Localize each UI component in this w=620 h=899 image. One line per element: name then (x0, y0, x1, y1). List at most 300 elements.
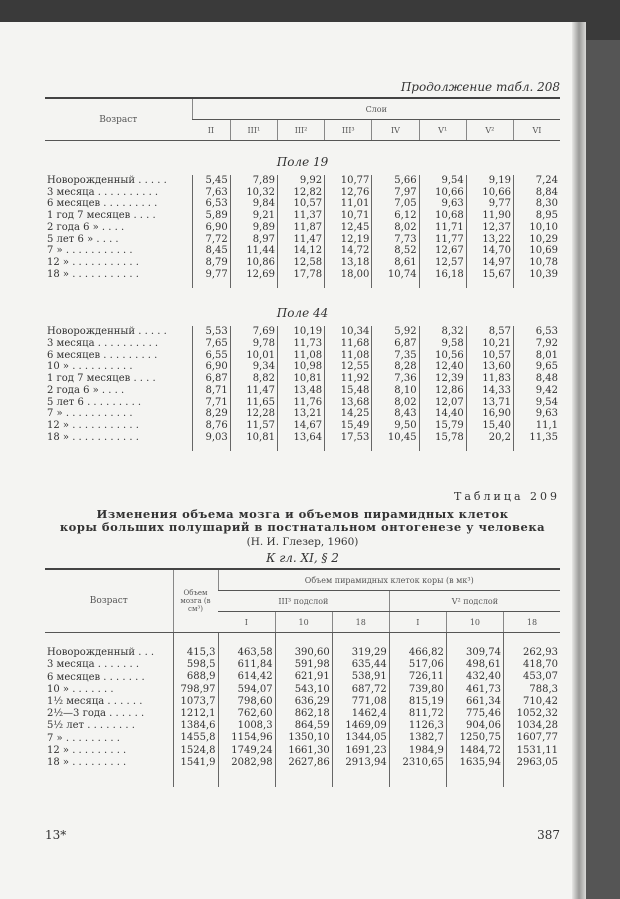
age-cell: 18 » . . . . . . . . . . . (47, 268, 139, 280)
value-cell: 15,49 (325, 420, 372, 432)
value-cell: 15,67 (466, 269, 513, 281)
value-cell: 10,19 (277, 326, 324, 338)
value-cell: 10,81 (277, 373, 324, 385)
age-cell: Новорожденный . . . . . (47, 326, 167, 338)
layer-column-header: V² (466, 120, 513, 141)
value-cell: 12,39 (419, 373, 466, 385)
table-row (45, 708, 560, 720)
table-row (45, 647, 560, 659)
value-cell: 11,77 (419, 234, 466, 246)
value-cell: 10,45 (372, 432, 419, 444)
table-title-line: Изменения объема мозга и объемов пирамидных клеток (96, 507, 509, 521)
value-cell: 9,34 (230, 361, 277, 373)
table-row (45, 696, 560, 708)
value-cell: 904,06 (446, 720, 503, 732)
value-cell: 12,67 (419, 245, 466, 257)
age-cell: 2 года 6 » . . . . (47, 221, 125, 233)
value-cell: 1250,75 (446, 732, 503, 744)
value-cell: 7,63 (192, 187, 230, 199)
layer-column-header: V¹ (419, 120, 466, 141)
value-cell: 10,34 (325, 326, 372, 338)
value-cell: 309,74 (446, 647, 503, 659)
value-cell: 15,40 (466, 420, 513, 432)
value-cell: 11,87 (277, 222, 324, 234)
age-cell: 12 » . . . . . . . . . (47, 744, 127, 756)
value-cell: 8,02 (372, 397, 419, 409)
value-cell: 8,71 (192, 385, 230, 397)
value-cell: 9,78 (230, 338, 277, 350)
table-row (45, 245, 560, 257)
value-cell: 1524,8 (173, 745, 218, 757)
age-cell: 5½ лет . . . . . . . . (47, 720, 135, 732)
value-cell: 10,77 (325, 175, 372, 187)
signature-mark: 13* (45, 828, 67, 842)
table-row (45, 269, 560, 281)
value-cell: 12,55 (325, 361, 372, 373)
value-cell: 11,76 (277, 397, 324, 409)
value-cell: 10,29 (513, 234, 560, 246)
table-row (45, 373, 560, 385)
value-cell: 636,29 (275, 696, 332, 708)
value-cell: 12,86 (419, 385, 466, 397)
value-cell: 594,07 (218, 684, 275, 696)
layer-column-header: IV (372, 120, 419, 141)
age-cell: 3 месяца . . . . . . . . . . (47, 338, 159, 350)
value-cell: 11,44 (230, 245, 277, 257)
table-row (45, 222, 560, 234)
value-cell: 10,66 (419, 187, 466, 199)
value-cell: 1154,96 (218, 732, 275, 744)
value-cell: 9,19 (466, 175, 513, 187)
value-cell: 18,00 (325, 269, 372, 281)
value-cell: 11,83 (466, 373, 513, 385)
value-cell: 10,66 (466, 187, 513, 199)
value-cell: 862,18 (275, 708, 332, 720)
value-cell: 2913,94 (332, 757, 389, 769)
age-cell: 7 » . . . . . . . . . . . (47, 245, 133, 257)
value-cell: 661,34 (446, 696, 503, 708)
age-cell: 3 месяца . . . . . . . (47, 659, 140, 671)
age-cell: 1 год 7 месяцев . . . . (47, 373, 156, 385)
value-cell: 10,71 (325, 210, 372, 222)
value-cell: 8,61 (372, 257, 419, 269)
value-cell: 1344,05 (332, 732, 389, 744)
value-cell: 13,22 (466, 234, 513, 246)
value-cell: 11,73 (277, 338, 324, 350)
table-number: Таблица 209 (454, 490, 560, 503)
value-cell: 1749,24 (218, 745, 275, 757)
value-cell: 13,64 (277, 432, 324, 444)
table-row (45, 659, 560, 671)
value-cell: 8,32 (419, 326, 466, 338)
value-cell: 798,97 (173, 684, 218, 696)
value-cell: 11,90 (466, 210, 513, 222)
value-cell: 7,72 (192, 234, 230, 246)
table-row (45, 385, 560, 397)
value-cell: 10,69 (513, 245, 560, 257)
field-column-header: 10 (275, 612, 332, 633)
value-cell: 10,32 (230, 187, 277, 199)
value-cell: 635,44 (332, 659, 389, 671)
value-cell: 11,92 (325, 373, 372, 385)
value-cell: 415,3 (173, 647, 218, 659)
value-cell: 10,78 (513, 257, 560, 269)
page-number: 387 (537, 828, 560, 842)
value-cell: 10,74 (372, 269, 419, 281)
value-cell: 1635,94 (446, 757, 503, 769)
value-cell: 10,68 (419, 210, 466, 222)
table-row (45, 175, 560, 187)
age-cell: 10 » . . . . . . . . . . (47, 361, 133, 373)
value-cell: 8,52 (372, 245, 419, 257)
value-cell: 1382,7 (389, 732, 446, 744)
value-cell: 1691,23 (332, 745, 389, 757)
value-cell: 13,71 (466, 397, 513, 409)
age-cell: Новорожденный . . . (47, 647, 155, 659)
spacer-row (45, 443, 560, 451)
value-cell: 12,57 (419, 257, 466, 269)
value-cell: 8,28 (372, 361, 419, 373)
age-cell: 2 года 6 » . . . . (47, 384, 125, 396)
value-cell: 1034,28 (503, 720, 560, 732)
age-cell: 18 » . . . . . . . . . . . (47, 431, 139, 443)
sublayer-group-header: V² подслой (389, 591, 560, 612)
table-row (45, 187, 560, 199)
value-cell: 1607,77 (503, 732, 560, 744)
value-cell: 10,10 (513, 222, 560, 234)
value-cell: 7,71 (192, 397, 230, 409)
age-cell: 12 » . . . . . . . . . . . (47, 256, 139, 268)
value-cell: 10,56 (419, 350, 466, 362)
sublayer-group-header: III³ подслой (218, 591, 389, 612)
value-cell: 11,01 (325, 198, 372, 210)
value-cell: 1052,32 (503, 708, 560, 720)
value-cell: 15,78 (419, 432, 466, 444)
value-cell: 710,42 (503, 696, 560, 708)
age-cell: 2½—3 года . . . . . . (47, 708, 145, 720)
table-row (45, 338, 560, 350)
value-cell: 13,18 (325, 257, 372, 269)
value-cell: 2082,98 (218, 757, 275, 769)
value-cell: 12,82 (277, 187, 324, 199)
age-cell: 5 лет 6 » . . . . (47, 233, 119, 245)
age-cell: 18 » . . . . . . . . . (47, 757, 127, 769)
spacer-row (45, 769, 560, 787)
value-cell: 6,12 (372, 210, 419, 222)
value-cell: 8,57 (466, 326, 513, 338)
table-source: (Н. И. Глезер, 1960) (246, 536, 359, 548)
value-cell: 5,53 (192, 326, 230, 338)
value-cell: 11,35 (513, 432, 560, 444)
value-cell: 11,08 (277, 350, 324, 362)
value-cell: 9,84 (230, 198, 277, 210)
value-cell: 9,03 (192, 432, 230, 444)
value-cell: 9,65 (513, 361, 560, 373)
value-cell: 1484,72 (446, 745, 503, 757)
value-cell: 771,08 (332, 696, 389, 708)
table-row (45, 326, 560, 338)
field-column-header: 18 (503, 612, 560, 633)
table-continuation-caption: Продолжение табл. 208 (400, 80, 560, 94)
table-row (45, 257, 560, 269)
value-cell: 1126,3 (389, 720, 446, 732)
value-cell: 6,87 (372, 338, 419, 350)
value-cell: 9,54 (513, 397, 560, 409)
value-cell: 7,92 (513, 338, 560, 350)
value-cell: 14,33 (466, 385, 513, 397)
value-cell: 11,47 (230, 385, 277, 397)
value-cell: 1541,9 (173, 757, 218, 769)
table-row (45, 732, 560, 744)
value-cell: 13,21 (277, 408, 324, 420)
value-cell: 390,60 (275, 647, 332, 659)
value-cell: 5,45 (192, 175, 230, 187)
value-cell: 11,65 (230, 397, 277, 409)
value-cell: 432,40 (446, 671, 503, 683)
value-cell: 1462,4 (332, 708, 389, 720)
value-cell: 6,55 (192, 350, 230, 362)
table-row (45, 397, 560, 409)
value-cell: 7,35 (372, 350, 419, 362)
table-row (45, 361, 560, 373)
value-cell: 13,48 (277, 385, 324, 397)
table-209 (45, 568, 560, 787)
value-cell: 7,73 (372, 234, 419, 246)
table-row (45, 198, 560, 210)
value-cell: 14,25 (325, 408, 372, 420)
value-cell: 9,77 (192, 269, 230, 281)
age-column-header: Возраст (45, 98, 192, 141)
value-cell: 9,54 (419, 175, 466, 187)
value-cell: 11,47 (277, 234, 324, 246)
field-column-header: 10 (446, 612, 503, 633)
value-cell: 8,82 (230, 373, 277, 385)
section-title: Поле 44 (276, 306, 329, 321)
layer-column-header: III¹ (230, 120, 277, 141)
cells-volume-header: Объем пирамидных клеток коры (в мк³) (218, 569, 560, 591)
value-cell: 11,71 (419, 222, 466, 234)
section-row (45, 141, 560, 176)
value-cell: 7,97 (372, 187, 419, 199)
value-cell: 262,93 (503, 647, 560, 659)
table-row (45, 684, 560, 696)
value-cell: 12,58 (277, 257, 324, 269)
value-cell: 7,05 (372, 198, 419, 210)
table-title-line: коры больших полушарий в постнатальном онтогенезе у человека (59, 520, 546, 534)
value-cell: 12,76 (325, 187, 372, 199)
table-row (45, 745, 560, 757)
value-cell: 11,68 (325, 338, 372, 350)
value-cell: 10,57 (277, 198, 324, 210)
table-208 (45, 97, 560, 451)
value-cell: 8,43 (372, 408, 419, 420)
value-cell: 811,72 (389, 708, 446, 720)
age-cell: 12 » . . . . . . . . . . . (47, 419, 139, 431)
layer-column-header: III³ (325, 120, 372, 141)
value-cell: 2627,86 (275, 757, 332, 769)
value-cell: 8,97 (230, 234, 277, 246)
value-cell: 9,89 (230, 222, 277, 234)
value-cell: 9,77 (466, 198, 513, 210)
value-cell: 17,78 (277, 269, 324, 281)
value-cell: 10,01 (230, 350, 277, 362)
value-cell: 8,02 (372, 222, 419, 234)
table-row (45, 757, 560, 769)
value-cell: 6,90 (192, 222, 230, 234)
value-cell: 7,36 (372, 373, 419, 385)
field-column-header: I (218, 612, 275, 633)
value-cell: 6,87 (192, 373, 230, 385)
value-cell: 1212,1 (173, 708, 218, 720)
table-title (45, 508, 560, 534)
table-row (45, 420, 560, 432)
value-cell: 13,60 (466, 361, 513, 373)
layer-column-header: VI (513, 120, 560, 141)
age-cell: 7 » . . . . . . . . . (47, 732, 120, 744)
value-cell: 10,86 (230, 257, 277, 269)
value-cell: 7,24 (513, 175, 560, 187)
layer-column-header: II (192, 120, 230, 141)
value-cell: 12,45 (325, 222, 372, 234)
value-cell: 687,72 (332, 684, 389, 696)
age-cell: 6 месяцев . . . . . . . . . (47, 198, 158, 210)
value-cell: 9,42 (513, 385, 560, 397)
age-cell: 3 месяца . . . . . . . . . . (47, 186, 159, 198)
value-cell: 11,37 (277, 210, 324, 222)
value-cell: 10,81 (230, 432, 277, 444)
value-cell: 815,19 (389, 696, 446, 708)
age-cell: 7 » . . . . . . . . . . . (47, 408, 133, 420)
value-cell: 517,06 (389, 659, 446, 671)
age-column-header: Возраст (45, 569, 173, 633)
value-cell: 9,63 (513, 408, 560, 420)
value-cell: 8,10 (372, 385, 419, 397)
value-cell: 1073,7 (173, 696, 218, 708)
value-cell: 17,53 (325, 432, 372, 444)
value-cell: 5,89 (192, 210, 230, 222)
value-cell: 864,59 (275, 720, 332, 732)
age-cell: 1 год 7 месяцев . . . . (47, 210, 156, 222)
table-row (45, 720, 560, 732)
value-cell: 12,40 (419, 361, 466, 373)
value-cell: 614,42 (218, 671, 275, 683)
value-cell: 1384,6 (173, 720, 218, 732)
value-cell: 12,69 (230, 269, 277, 281)
value-cell: 8,45 (192, 245, 230, 257)
value-cell: 461,73 (446, 684, 503, 696)
value-cell: 11,08 (325, 350, 372, 362)
value-cell: 5,66 (372, 175, 419, 187)
age-cell: 6 месяцев . . . . . . . . . (47, 349, 158, 361)
age-cell: 10 » . . . . . . . (47, 683, 114, 695)
value-cell: 798,60 (218, 696, 275, 708)
value-cell: 14,70 (466, 245, 513, 257)
chapter-reference: К гл. XI, § 2 (266, 551, 339, 565)
value-cell: 1984,9 (389, 745, 446, 757)
table-row (45, 350, 560, 362)
value-cell: 598,5 (173, 659, 218, 671)
table-row (45, 234, 560, 246)
value-cell: 9,92 (277, 175, 324, 187)
value-cell: 10,98 (277, 361, 324, 373)
value-cell: 7,89 (230, 175, 277, 187)
value-cell: 14,97 (466, 257, 513, 269)
value-cell: 453,07 (503, 671, 560, 683)
value-cell: 2963,05 (503, 757, 560, 769)
value-cell: 6,53 (513, 326, 560, 338)
value-cell: 8,76 (192, 420, 230, 432)
value-cell: 463,58 (218, 647, 275, 659)
value-cell: 6,53 (192, 198, 230, 210)
value-cell: 1455,8 (173, 732, 218, 744)
page-binding (572, 22, 586, 899)
value-cell: 466,82 (389, 647, 446, 659)
value-cell: 14,67 (277, 420, 324, 432)
value-cell: 788,3 (503, 684, 560, 696)
value-cell: 15,48 (325, 385, 372, 397)
value-cell: 543,10 (275, 684, 332, 696)
age-cell: 1½ месяца . . . . . . (47, 696, 143, 708)
value-cell: 621,91 (275, 671, 332, 683)
value-cell: 6,90 (192, 361, 230, 373)
value-cell: 11,1 (513, 420, 560, 432)
value-cell: 8,01 (513, 350, 560, 362)
section-row (45, 288, 560, 326)
value-cell: 1469,09 (332, 720, 389, 732)
field-column-header: 18 (332, 612, 389, 633)
value-cell: 591,98 (275, 659, 332, 671)
layer-column-header: III² (277, 120, 324, 141)
value-cell: 688,9 (173, 671, 218, 683)
value-cell: 8,95 (513, 210, 560, 222)
value-cell: 1350,10 (275, 732, 332, 744)
value-cell: 10,57 (466, 350, 513, 362)
value-cell: 2310,65 (389, 757, 446, 769)
value-cell: 739,80 (389, 684, 446, 696)
field-column-header: I (389, 612, 446, 633)
value-cell: 9,50 (372, 420, 419, 432)
value-cell: 8,48 (513, 373, 560, 385)
table-row (45, 408, 560, 420)
value-cell: 10,39 (513, 269, 560, 281)
age-cell: 6 месяцев . . . . . . . (47, 671, 145, 683)
value-cell: 5,92 (372, 326, 419, 338)
value-cell: 8,29 (192, 408, 230, 420)
value-cell: 7,65 (192, 338, 230, 350)
value-cell: 762,60 (218, 708, 275, 720)
age-cell: 5 лет 6 . . . . . . . . . (47, 396, 142, 408)
value-cell: 611,84 (218, 659, 275, 671)
value-cell: 7,69 (230, 326, 277, 338)
value-cell: 16,90 (466, 408, 513, 420)
value-cell: 10,21 (466, 338, 513, 350)
spacer-row (45, 633, 560, 648)
spacer-row (45, 280, 560, 288)
value-cell: 538,91 (332, 671, 389, 683)
value-cell: 20,2 (466, 432, 513, 444)
value-cell: 418,70 (503, 659, 560, 671)
value-cell: 9,21 (230, 210, 277, 222)
table-row (45, 210, 560, 222)
table-row (45, 432, 560, 444)
value-cell: 9,63 (419, 198, 466, 210)
value-cell: 8,84 (513, 187, 560, 199)
value-cell: 1008,3 (218, 720, 275, 732)
value-cell: 1661,30 (275, 745, 332, 757)
age-cell: Новорожденный . . . . . (47, 175, 167, 186)
value-cell: 14,72 (325, 245, 372, 257)
value-cell: 9,58 (419, 338, 466, 350)
